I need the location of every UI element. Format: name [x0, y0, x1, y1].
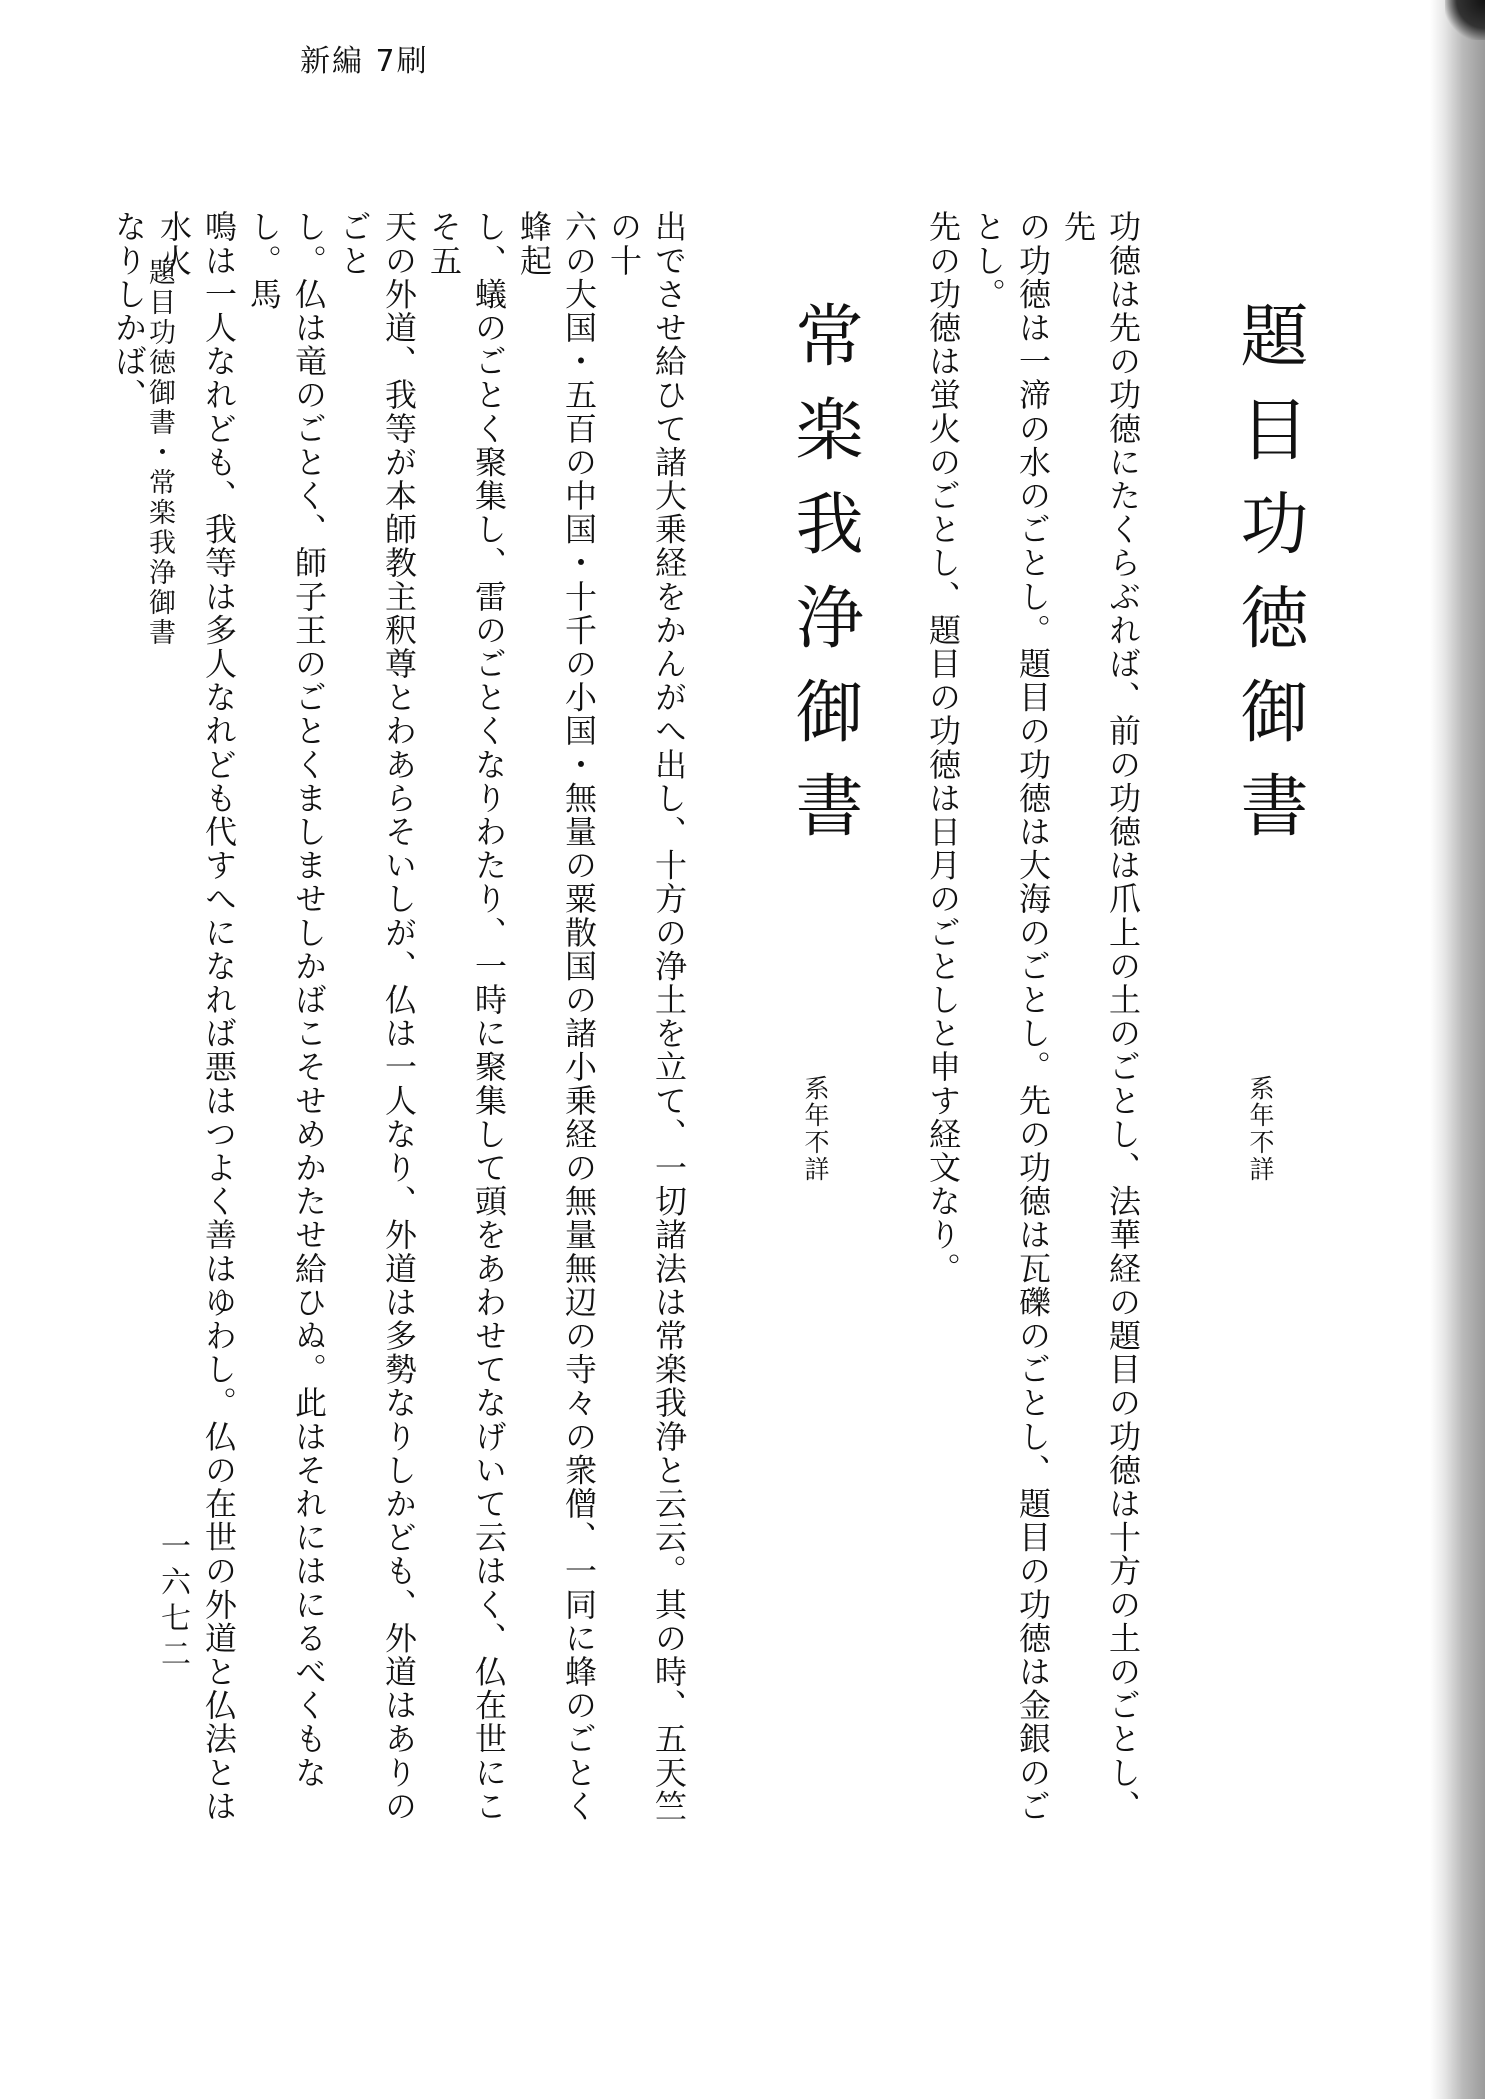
- section2-line: し、蟻のごとく聚集し、雷のごとくなりわたり、一時に聚集して頭をあわせてなげいて云はく、仏在世にこそ五: [425, 210, 508, 1823]
- section1-title: 題目功徳御書: [1229, 300, 1308, 864]
- section2-title: 常楽我浄御書: [784, 300, 863, 864]
- section1-line: 先の功徳は蛍火のごとし、題目の功徳は日月のごとしと申す経文なり。: [924, 210, 962, 1286]
- section1-line: 功徳は先の功徳にたくらぶれば、前の功徳は爪上の土のごとし、法華経の題目の功徳は十方の土のごとし、先: [1059, 210, 1142, 1823]
- section2-line: なりしかば、: [110, 210, 148, 412]
- section2-line: 六の大国・五百の中国・十千の小国・無量の粟散国の諸小乗経の無量無辺の寺々の衆僧、一同に蜂のごとく蜂起: [515, 210, 598, 1823]
- section2-line: 出でさせ給ひて諸大乗経をかんがへ出し、十方の浄土を立て、一切諸法は常楽我浄と云云。其の時、五天竺の十: [605, 210, 688, 1823]
- section2-line: 天の外道、我等が本師教主釈尊とわあらそいしが、仏は一人なり、外道は多勢なりしかども、外道はありのごと: [335, 210, 418, 1823]
- running-title: 題目功徳御書・常楽我浄御書: [144, 258, 175, 648]
- binding-shadow: [1445, 0, 1485, 40]
- section2-date: 系年不詳: [801, 1075, 830, 1183]
- section2-line: し。仏は竜のごとく、師子王のごとくましませしかばこそせめかたせ給ひぬ。此はそれにはにるべくもなし。馬: [245, 210, 328, 1790]
- edition-label: 新編 7刷: [300, 44, 429, 79]
- section1-date: 系年不詳: [1246, 1075, 1275, 1183]
- section1-line: の功徳は一渧の水のごとし。題目の功徳は大海のごとし。先の功徳は瓦礫のごとし、題目の功徳は金銀のごとし。: [969, 210, 1052, 1823]
- page-number: 一六七二: [155, 1530, 190, 1674]
- section2-line: 鳴は一人なれども、我等は多人なれども代すへになれば悪はつよく善はゆわし。仏の在世の外道と仏法とは水火: [155, 210, 238, 1823]
- page-edge-shadow: [1430, 0, 1485, 2099]
